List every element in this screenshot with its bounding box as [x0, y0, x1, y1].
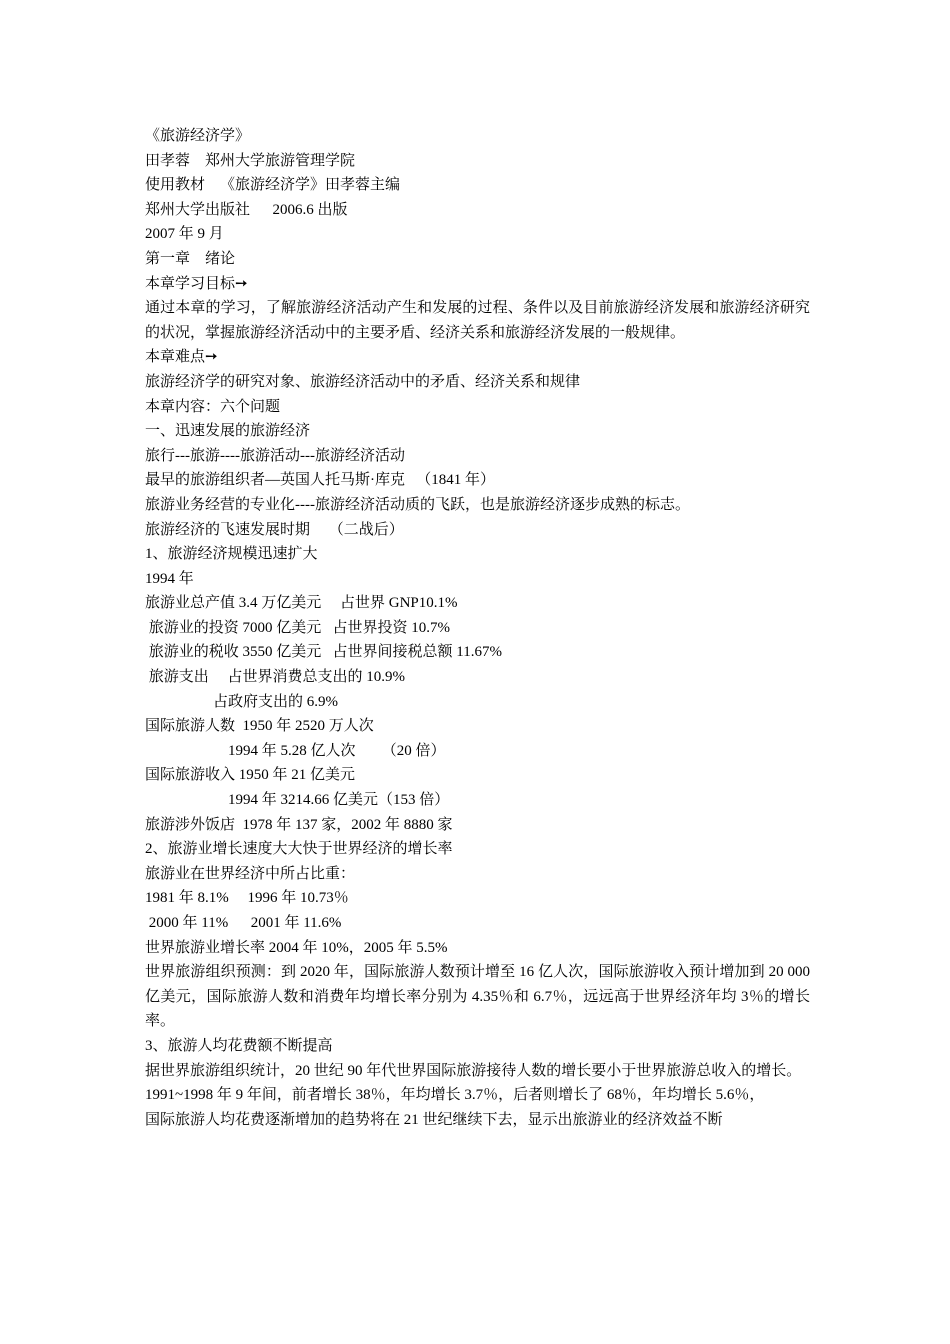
growth-rate-line: 世界旅游业增长率 2004 年 10%，2005 年 5.5% [145, 939, 448, 956]
chapter-title: 第一章 绪论 [145, 250, 236, 267]
output-line: 旅游业总产值 3.4 万亿美元 占世界 GNP10.1% [145, 595, 458, 612]
document-body [145, 124, 810, 1132]
point-title: 2、旅游业增长速度大大快于世界经济的增长率 [145, 841, 453, 858]
contents-line: 本章内容：六个问题 [145, 398, 281, 415]
statistics-text: 据世界旅游组织统计，20 世纪 90 年代世界国际旅游接待人数的增长要小于世界旅游总收入的增长。 [145, 1062, 802, 1079]
tax-line: 旅游业的税收 3550 亿美元 占世界间接税总额 11.67% [145, 644, 502, 661]
year-line: 1994 年 [145, 570, 194, 587]
author-line: 田孝蓉 郑州大学旅游管理学院 [145, 152, 356, 169]
share-2000-2001-line: 2000 年 11% 2001 年 11.6% [145, 915, 342, 931]
trend-text: 国际旅游人均花费逐渐增加的趋势将在 21 世纪继续下去，显示出旅游业的经济效益不断 [145, 1111, 723, 1128]
gov-spending-line: 占政府支出的 6.9% [213, 693, 338, 710]
difficulties-heading: 本章难点➙ [145, 349, 218, 366]
intl-tourists-line: 国际旅游人数 1950 年 2520 万人次 [145, 718, 374, 735]
intl-tourists-1994-line: 1994 年 5.28 亿人次 （20 倍） [228, 742, 446, 759]
spending-line: 旅游支出 占世界消费总支出的 10.9% [145, 669, 405, 686]
hotels-line: 旅游涉外饭店 1978 年 137 家，2002 年 8880 家 [145, 816, 453, 833]
intl-income-1994-line: 1994 年 3214.66 亿美元（153 倍） [228, 792, 450, 809]
point-title: 3、旅游人均花费额不断提高 [145, 1037, 333, 1054]
share-heading: 旅游业在世界经济中所占比重： [145, 865, 356, 882]
difficulties-text: 旅游经济学的研究对象、旅游经济活动中的矛盾、经济关系和规律 [145, 373, 581, 390]
date-line: 2007 年 9 月 [145, 226, 224, 243]
document-title: 《旅游经济学》 [145, 128, 251, 144]
objectives-text: 通过本章的学习，了解旅游经济活动产生和发展的过程、条件以及目前旅游经济发展和旅游经济研究的状况，掌握旅游经济活动中的主要矛盾、经济关系和旅游经济发展的一般规律。 [145, 300, 810, 341]
specialization-line: 旅游业务经营的专业化----旅游经济活动质的飞跃，也是旅游经济逐步成熟的标志。 [145, 496, 690, 513]
earliest-organizer-line: 最早的旅游组织者—英国人托马斯·库克 （1841 年） [145, 472, 495, 489]
share-1981-1996-line: 1981 年 8.1% 1996 年 10.73％ [145, 890, 349, 907]
textbook-line: 使用教材 《旅游经济学》田孝蓉主编 [145, 177, 401, 194]
intl-income-line: 国际旅游收入 1950 年 21 亿美元 [145, 767, 356, 784]
section-title: 一、迅速发展的旅游经济 [145, 423, 311, 440]
publisher-line: 郑州大学出版社 2006.6 出版 [145, 201, 348, 218]
objectives-heading: 本章学习目标➙ [145, 275, 248, 292]
rapid-period-line: 旅游经济的飞速发展时期 （二战后） [145, 521, 404, 538]
evolution-line: 旅行---旅游----旅游活动---旅游经济活动 [145, 447, 405, 464]
period-text: 1991~1998 年 9 年间，前者增长 38％，年均增长 3.7％，后者则增长了 68％，年均增长 5.6％， [145, 1087, 765, 1104]
investment-line: 旅游业的投资 7000 亿美元 占世界投资 10.7% [145, 619, 450, 636]
forecast-text: 世界旅游组织预测：到 2020 年，国际旅游人数预计增至 16 亿人次，国际旅游收入预计增加到 20 000 亿美元，国际旅游人数和消费年均增长率分别为 4.35％和 6.7％，远远高于世界经济年均 3％的增长率。 [145, 964, 810, 1030]
point-title: 1、旅游经济规模迅速扩大 [145, 546, 318, 563]
